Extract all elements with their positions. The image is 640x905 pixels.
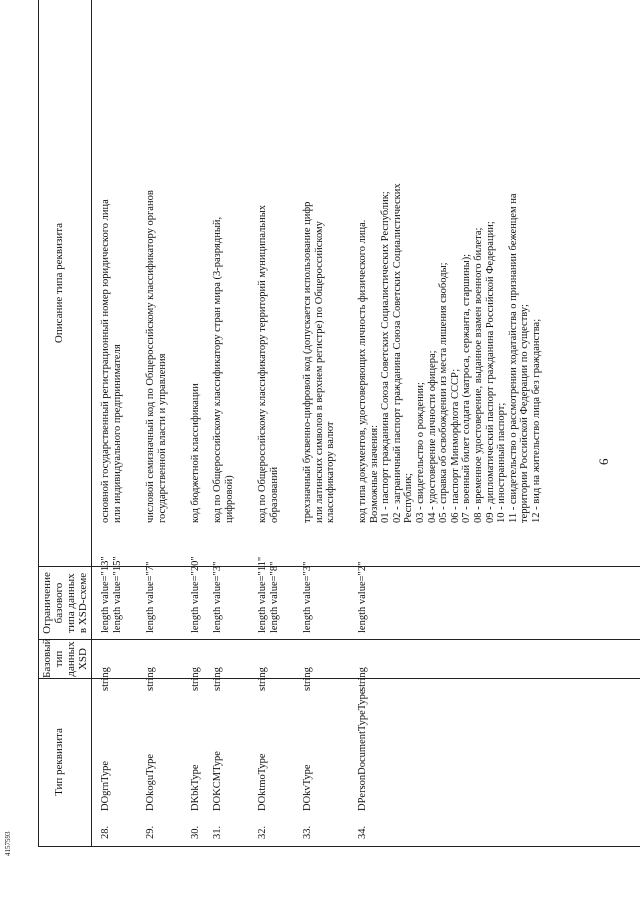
row-number: 34.	[357, 825, 368, 839]
header-description: Описание типа реквизита	[53, 222, 65, 344]
restriction-line: length value="20"	[190, 556, 201, 633]
description-line: код по Общероссийскому классификатору территорий муниципальных	[257, 204, 268, 523]
description-line: код типа документов, удостоверяющих личность физического лица.	[357, 219, 368, 523]
restriction-line: length value="3"	[302, 561, 313, 633]
description-line: 01 - паспорт гражданина Союза Советских Социалистических Республик;	[380, 191, 392, 523]
description	[100, 199, 123, 523]
type-name: DPersonDocumentTypeType	[357, 689, 368, 811]
row-number: 33.	[302, 825, 313, 839]
description-line: 09 - дипломатический паспорт гражданина Российской Федерации;	[484, 221, 496, 523]
base-type: string	[257, 667, 268, 691]
description	[212, 199, 235, 523]
description-line: 06 - паспорт Минморфлота СССР;	[449, 368, 461, 523]
header-restriction: Ограничение базового типа данных в XSD-схеме	[41, 572, 89, 634]
row-number: 32.	[257, 825, 268, 839]
restriction-line: length value="13"	[100, 556, 111, 633]
description	[302, 199, 337, 523]
description	[357, 183, 543, 523]
description-line: 05 - справка об освобождении из места лишения свободы;	[438, 262, 450, 523]
base-type: string	[302, 667, 313, 691]
description	[257, 199, 280, 523]
description-line: цифровой)	[223, 475, 235, 523]
description-line: 07 - военный билет солдата (матроса, сержанта, старшины);	[461, 253, 473, 523]
description-line: 12 - вид на жительство лица без гражданства;	[530, 318, 542, 523]
page-number: 6	[596, 458, 611, 465]
restriction	[100, 543, 123, 633]
restriction	[145, 543, 157, 633]
description-line: числовой семизначный код по Общероссийскому классификатору органов	[145, 190, 156, 523]
description-line: Возможные значения:	[368, 424, 380, 523]
description	[145, 190, 168, 523]
description-line: 10 - иностранный паспорт;	[496, 402, 508, 523]
restriction	[357, 543, 369, 633]
row-number: 29.	[145, 825, 156, 839]
description-line: код бюджетной классификации	[190, 383, 201, 523]
description-line: или латинских символов в верхнем регистре) по Общероссийскому	[313, 221, 325, 523]
description-line: 02 - заграничный паспорт гражданина Союза Советских Социалистических	[391, 183, 403, 523]
base-type: string	[145, 667, 156, 691]
description-line: Республик;	[403, 473, 415, 523]
description-line: 03 - свидетельство о рождении;	[414, 382, 426, 523]
description	[190, 199, 202, 523]
row-number: 31.	[212, 825, 223, 839]
restriction-line: length value="3"	[212, 561, 223, 633]
base-type: string	[100, 667, 111, 691]
description-line: или индивидуального предпринимателя	[111, 344, 123, 523]
type-name: DOgrnType	[100, 760, 111, 811]
restriction-line: length value="7"	[145, 561, 156, 633]
base-type: string	[190, 667, 201, 691]
restriction	[190, 543, 202, 633]
row-number: 28.	[100, 825, 111, 839]
document-stamp: 4157593	[4, 831, 12, 856]
restriction	[257, 543, 280, 633]
description-line: основной государственный регистрационный номер юридического лица	[100, 199, 111, 523]
description-line: 11 - свидетельство о рассмотрении ходатайства о признании беженцем на	[507, 193, 519, 523]
base-type: string	[212, 667, 223, 691]
description-line: государственной власти и управления	[156, 353, 168, 523]
type-name: DOkvType	[302, 764, 313, 811]
row-number: 30.	[190, 825, 201, 839]
type-name: DKbkType	[190, 764, 201, 811]
type-name: DOktmoType	[257, 753, 268, 811]
description-line: 04 - удостоверение личности офицера;	[426, 350, 438, 523]
restriction-line: length value="8"	[268, 561, 280, 633]
restriction-line: length value="2"	[357, 561, 368, 633]
header-type-name: Тип реквизита	[53, 728, 65, 796]
header-base-type: Базовый тип данных XSD	[41, 638, 89, 678]
description-line: трехзначный буквенно-цифровой код (допускается использование цифр	[302, 201, 313, 523]
restriction	[302, 543, 314, 633]
description-line: 08 - временное удостоверение, выданное взамен военного билета;	[472, 227, 484, 523]
restriction	[212, 543, 224, 633]
restriction-line: length value="11"	[257, 556, 268, 633]
description-line: классификатору валют	[325, 421, 337, 523]
type-name: DOkoguType	[145, 753, 156, 811]
restriction-line: length value="15"	[111, 556, 123, 633]
base-type: string	[357, 667, 368, 691]
type-name: DOKCMType	[212, 751, 223, 811]
description-line: код по Общероссийскому классификатору стран мира (3-разрядный,	[212, 216, 223, 523]
description-line: территории Российской Федерации по существу;	[519, 304, 531, 523]
description-line: образований	[268, 466, 280, 523]
